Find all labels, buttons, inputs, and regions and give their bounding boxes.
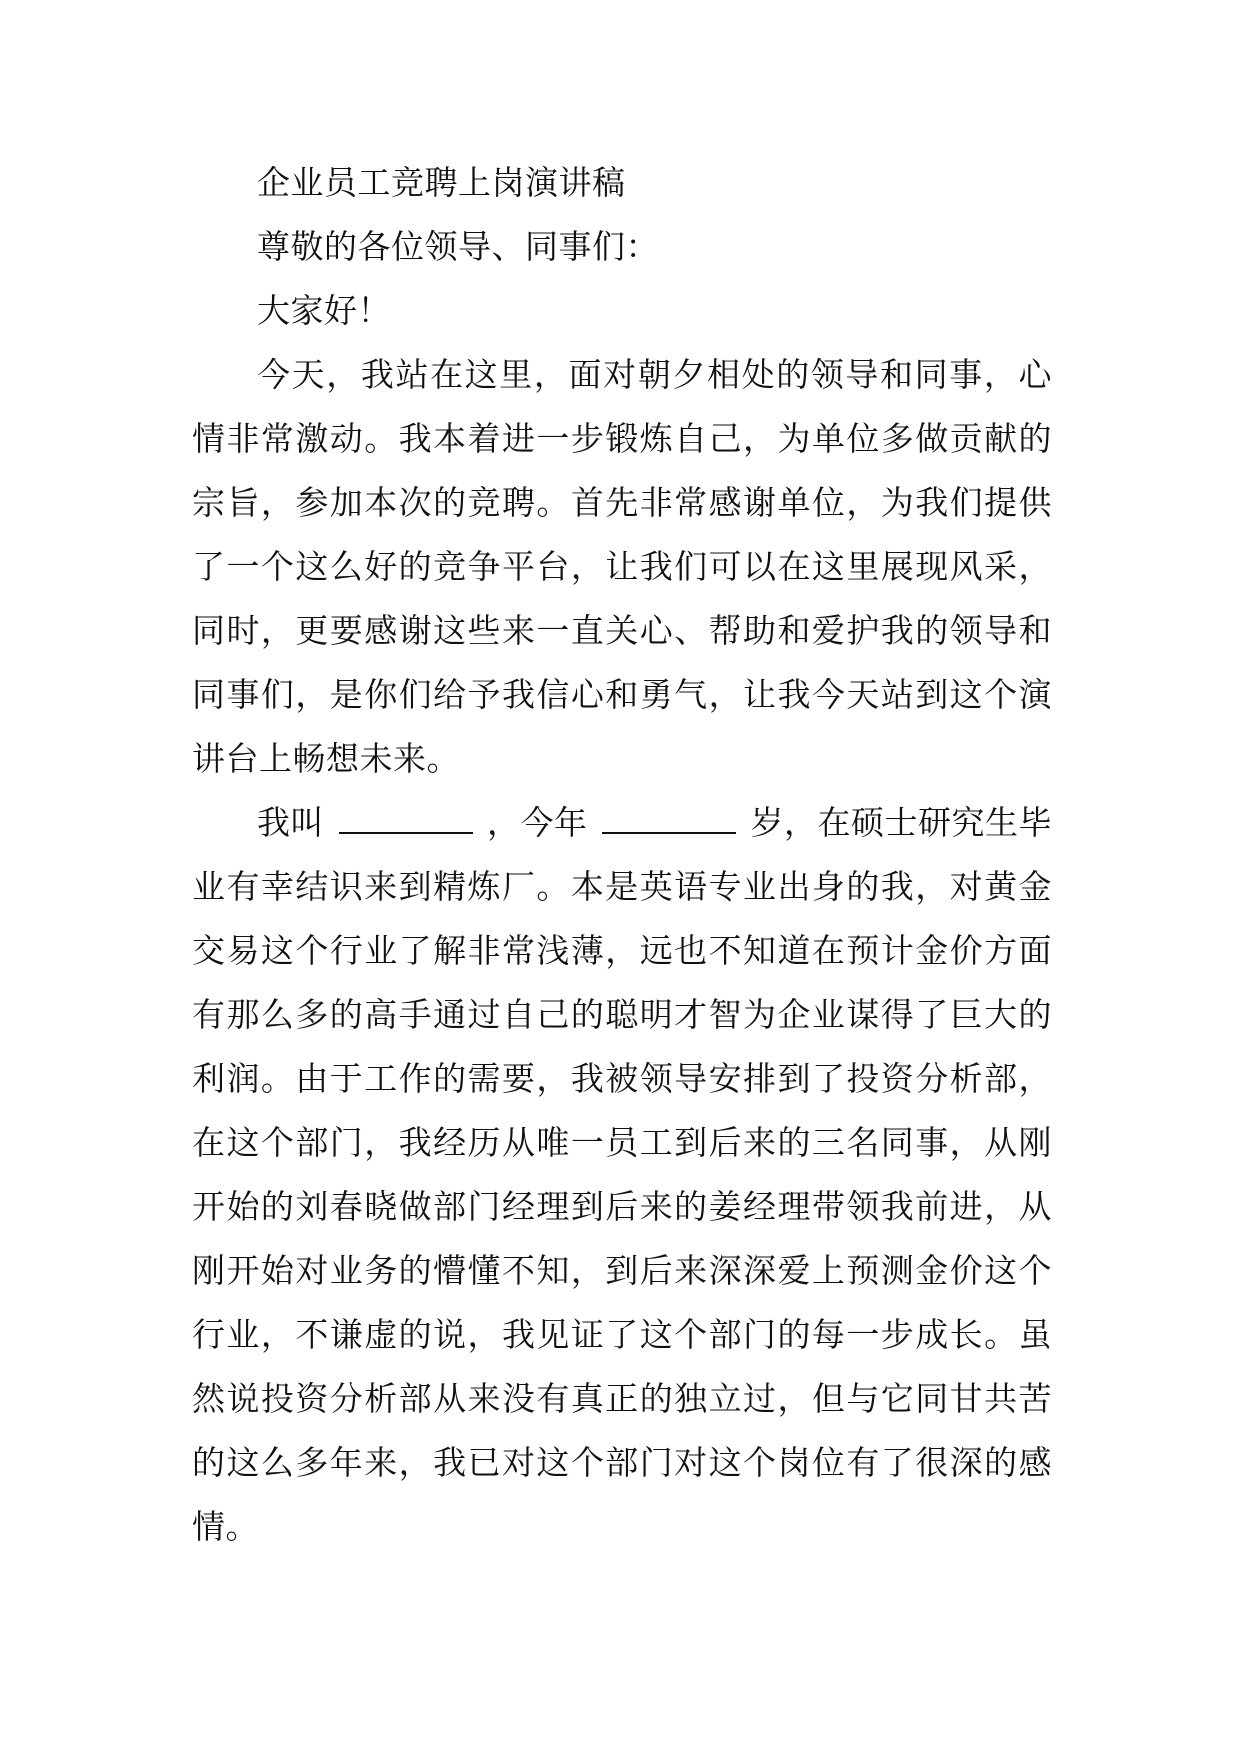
- paragraph-2-first-line: [257, 803, 1052, 843]
- paragraph-2-line: 在这个部门，我经历从唯一员工到后来的三名同事，从刚: [192, 1123, 1052, 1162]
- greeting: 大家好！: [257, 291, 391, 330]
- paragraph-1-line: 宗旨，参加本次的竞聘。首先非常感谢单位，为我们提供: [192, 483, 1052, 522]
- paragraph-2-line: 开始的刘春晓做部门经理到后来的姜经理带领我前进，从: [192, 1187, 1052, 1226]
- paragraph-2-line: 行业，不谦虚的说，我见证了这个部门的每一步成长。虽: [192, 1315, 1052, 1354]
- paragraph-2-line: 交易这个行业了解非常浅薄，远也不知道在预计金价方面: [192, 931, 1052, 970]
- paragraph-2-text: 我叫: [257, 803, 324, 842]
- document-title: 企业员工竞聘上岗演讲稿: [257, 163, 626, 202]
- paragraph-1-line: 讲台上畅想未来。: [192, 739, 460, 778]
- paragraph-2-line: 然说投资分析部从来没有真正的独立过，但与它同甘共苦: [192, 1379, 1052, 1418]
- salutation: 尊敬的各位领导、同事们：: [257, 227, 659, 266]
- name-blank: [339, 804, 473, 834]
- paragraph-1-line: 今天，我站在这里，面对朝夕相处的领导和同事，心: [257, 355, 1052, 394]
- paragraph-1-line: 情非常激动。我本着进一步锻炼自己，为单位多做贡献的: [192, 419, 1052, 458]
- age-blank: [602, 804, 736, 834]
- paragraph-2-line: 有那么多的高手通过自己的聪明才智为企业谋得了巨大的: [192, 995, 1052, 1034]
- paragraph-2-line: 的这么多年来，我已对这个部门对这个岗位有了很深的感: [192, 1443, 1052, 1482]
- paragraph-2-text: 岁，在硕士研究生毕: [750, 803, 1052, 842]
- paragraph-2-line: 刚开始对业务的懵懂不知，到后来深深爱上预测金价这个: [192, 1251, 1052, 1290]
- paragraph-1-line: 同事们，是你们给予我信心和勇气，让我今天站到这个演: [192, 675, 1052, 714]
- paragraph-1-line: 了一个这么好的竞争平台，让我们可以在这里展现风采，: [192, 547, 1052, 586]
- paragraph-2-line: 业有幸结识来到精炼厂。本是英语专业出身的我，对黄金: [192, 867, 1052, 906]
- paragraph-1-line: 同时，更要感谢这些来一直关心、帮助和爱护我的领导和: [192, 611, 1052, 650]
- paragraph-2-line: 情。: [192, 1507, 259, 1546]
- paragraph-2-line: 利润。由于工作的需要，我被领导安排到了投资分析部，: [192, 1059, 1052, 1098]
- paragraph-2-text: ，今年: [487, 803, 588, 842]
